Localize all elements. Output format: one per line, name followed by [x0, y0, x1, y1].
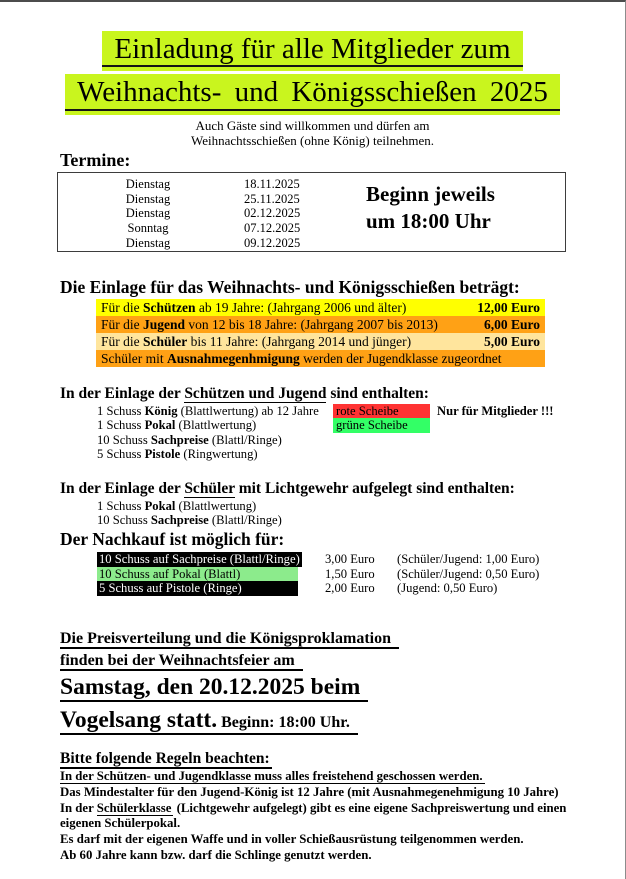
- nachkauf-label: 10 Schuss auf Pokal (Blattl): [97, 567, 298, 582]
- preisverteilung-line: Die Preisverteilung und die Königsproklamation: [60, 628, 625, 650]
- item-label: 10 Schuss Sachpreise (Blattl/Ringe): [97, 512, 282, 527]
- nachkauf-note: (Schüler/Jugend: 1,00 Euro): [397, 552, 540, 567]
- regeln-section: [60, 749, 600, 864]
- regeln-heading: Bitte folgende Regeln beachten:: [60, 750, 270, 768]
- preisverteilung-line: finden bei der Weihnachtsfeier am: [60, 650, 625, 672]
- included-item: [97, 447, 625, 461]
- chip-gruene-scheibe: grüne Scheibe: [333, 418, 430, 432]
- page-subtitle: [0, 118, 625, 148]
- termine-date: 25.11.2025: [244, 191, 300, 206]
- rule-line: Es darf mit der eigenen Waffe und in voller Schießausrüstung teilgenommen werden.: [60, 832, 524, 847]
- beginn-line: Beginn jeweils: [366, 181, 495, 206]
- included-item: [97, 404, 625, 418]
- included-items-schuetzen: [97, 404, 625, 462]
- termine-schedule: [98, 177, 339, 251]
- rule-line: Ab 60 Jahre kann bzw. darf die Schlinge genutzt werden.: [60, 848, 372, 863]
- celebration-date-line: Samstag, den 20.12.2025 beim: [60, 671, 625, 704]
- fee-row-schuetzen: [96, 299, 545, 316]
- fee-price: 5,00 Euro: [483, 333, 540, 349]
- nachkauf-table: [97, 552, 625, 596]
- termine-date: 18.11.2025: [244, 176, 300, 191]
- celebration-place-line: Vogelsang statt. Beginn: 18:00 Uhr.: [60, 704, 625, 739]
- subtitle-line: Auch Gäste sind willkommen und dürfen am: [195, 117, 430, 133]
- termine-row: [98, 206, 339, 221]
- highlighted-title-text: Einladung für alle Mitglieder zum: [102, 31, 522, 67]
- nachkauf-heading: Der Nachkauf ist möglich für:: [60, 529, 285, 550]
- members-only-note: Nur für Mitglieder !!!: [437, 403, 554, 418]
- nachkauf-price: 3,00 Euro: [325, 552, 375, 567]
- celebration-time: Beginn: 18:00 Uhr.: [217, 714, 350, 732]
- termine-day: Dienstag: [125, 191, 171, 206]
- page-title-line-2: [0, 74, 625, 110]
- rule-line: Das Mindestalter für den Jugend-König ist 12 Jahre (mit Ausnahmegenehmigung 10 Jahre): [60, 784, 559, 799]
- section-heading-schuetzen-jugend: In der Einlage der Schützen und Jugend sind enthalten:: [60, 384, 429, 402]
- nachkauf-price: 1,50 Euro: [325, 566, 375, 581]
- termine-day: Dienstag: [125, 206, 171, 221]
- fee-row-jugend: [96, 316, 545, 333]
- termine-box: [57, 172, 566, 252]
- fee-price: 12,00 Euro: [477, 299, 540, 315]
- page-title-line-1: [0, 31, 625, 67]
- einlage-heading: Die Einlage für das Weihnachts- und Königsschießen beträgt:: [60, 276, 520, 297]
- fee-label: Schüler mit Ausnahmegenhmigung werden der Jugendklasse zugeordnet: [101, 350, 502, 366]
- nachkauf-price: 2,00 Euro: [325, 581, 375, 596]
- included-item: [97, 433, 625, 447]
- page-title: [0, 2, 625, 111]
- fee-row-ausnahme: [96, 350, 545, 367]
- item-label: 1 Schuss Pokal (Blattlwertung): [97, 498, 257, 513]
- included-item: [97, 499, 625, 513]
- termine-day: Sonntag: [127, 221, 169, 236]
- nachkauf-row: [97, 552, 625, 567]
- nachkauf-row: [97, 581, 625, 596]
- fee-label: Für die Schüler bis 11 Jahre: (Jahrgang 2014 und jünger): [101, 333, 412, 349]
- included-item: [97, 513, 625, 527]
- beginn-text: [366, 181, 495, 235]
- nachkauf-row: [97, 567, 625, 582]
- included-items-schueler: [97, 499, 625, 528]
- nachkauf-note: (Schüler/Jugend: 0,50 Euro): [397, 566, 540, 581]
- termine-row: [98, 221, 339, 236]
- fee-label: Für die Schützen ab 19 Jahre: (Jahrgang 2006 und älter): [101, 299, 407, 315]
- item-label: 1 Schuss König (Blattlwertung) ab 12 Jahre: [97, 403, 319, 418]
- fee-price: 6,00 Euro: [483, 316, 540, 332]
- chip-rote-scheibe: rote Scheibe: [333, 404, 430, 418]
- termine-day: Dienstag: [125, 176, 171, 191]
- included-item: [97, 418, 625, 432]
- termine-row: [98, 192, 339, 207]
- highlighted-title-text: Weihnachts- und Königsschießen 2025: [65, 74, 560, 110]
- fee-label: Für die Jugend von 12 bis 18 Jahre: (Jahrgang 2007 bis 2013): [101, 316, 438, 332]
- nachkauf-note: (Jugend: 0,50 Euro): [397, 581, 498, 596]
- termine-day: Dienstag: [125, 235, 171, 250]
- fee-table: [96, 299, 545, 367]
- nachkauf-label: 10 Schuss auf Sachpreise (Blattl/Ringe): [99, 552, 300, 567]
- termine-date: 07.12.2025: [244, 221, 301, 236]
- section-heading-schueler: In der Einlage der Schüler mit Lichtgewehr aufgelegt sind enthalten:: [60, 479, 515, 497]
- termine-row: [98, 236, 339, 251]
- preisverteilung-section: [60, 628, 625, 739]
- nachkauf-label: 5 Schuss auf Pistole (Ringe): [97, 581, 298, 596]
- subtitle-line: Weihnachtsschießen (ohne König) teilnehmen.: [191, 132, 434, 148]
- termine-date: 09.12.2025: [244, 235, 301, 250]
- item-label: 1 Schuss Pokal (Blattlwertung): [97, 418, 257, 433]
- fee-row-schueler: [96, 333, 545, 350]
- rule-line: In der Schützen- und Jugendklasse muss alles freistehend geschossen werden.: [60, 769, 483, 784]
- item-label: 10 Schuss Sachpreise (Blattl/Ringe): [97, 432, 282, 447]
- rule-line: In der Schülerklasse (Lichtgewehr aufgelegt) gibt es eine eigene Sachpreiswertung und einen eigenen Schülerpokal.: [60, 800, 567, 831]
- beginn-line: um 18:00 Uhr: [366, 208, 491, 233]
- termine-row: [98, 177, 339, 192]
- termine-date: 02.12.2025: [244, 206, 301, 221]
- item-label: 5 Schuss Pistole (Ringwertung): [97, 447, 258, 462]
- termine-heading: Termine:: [60, 149, 131, 170]
